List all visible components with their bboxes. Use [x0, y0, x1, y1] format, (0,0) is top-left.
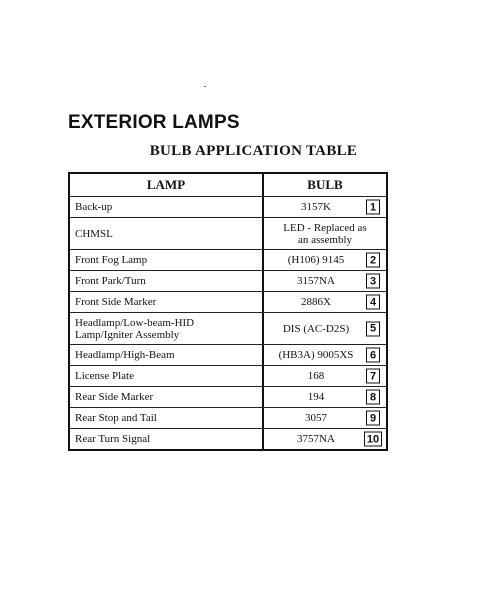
table-title: BULB APPLICATION TABLE: [149, 143, 358, 159]
reference-number-box: 4: [366, 295, 380, 310]
bulb-value: 168: [307, 370, 325, 382]
scan-speck: [204, 86, 206, 87]
bulb-cell: [264, 250, 386, 270]
lamp-cell: Back-up: [70, 197, 264, 217]
bulb-cell: [264, 408, 386, 428]
table-row: [70, 344, 386, 365]
table-row: [70, 386, 386, 407]
table-row: [70, 365, 386, 386]
lamp-cell: Rear Stop and Tail: [70, 408, 264, 428]
bulb-cell: [264, 429, 386, 449]
column-header-lamp: LAMP: [70, 174, 264, 196]
reference-number-box: 3: [366, 274, 380, 289]
bulb-cell: [264, 292, 386, 312]
bulb-cell: [264, 218, 386, 249]
bulb-value: 3757NA: [297, 433, 335, 445]
bulb-value: (H106) 9145: [287, 254, 345, 266]
reference-number-box: 7: [366, 369, 380, 384]
reference-number-box: 9: [366, 411, 380, 426]
bulb-cell: [264, 366, 386, 386]
bulb-cell: [264, 271, 386, 291]
lamp-cell: Rear Turn Signal: [70, 429, 264, 449]
reference-number-box: 6: [366, 348, 380, 363]
column-header-bulb: BULB: [307, 177, 343, 192]
bulb-value: LED - Replaced as an assembly: [283, 221, 367, 246]
reference-number-box: 8: [366, 390, 380, 405]
table-row: [70, 407, 386, 428]
bulb-value: 3157K: [301, 201, 331, 213]
reference-number-box: 2: [366, 253, 380, 268]
table-row: [70, 291, 386, 312]
reference-number-box: 1: [366, 200, 380, 215]
reference-number-box: 5: [366, 321, 380, 336]
lamp-cell: Headlamp/High-Beam: [70, 345, 264, 365]
lamp-cell: Front Side Marker: [70, 292, 264, 312]
lamp-cell: Front Fog Lamp: [70, 250, 264, 270]
lamp-cell: License Plate: [70, 366, 264, 386]
reference-number-box: 10: [364, 432, 382, 447]
bulb-cell: [264, 345, 386, 365]
table-row: [70, 249, 386, 270]
table-row: [70, 312, 386, 344]
bulb-value: 3057: [305, 412, 327, 424]
section-title: EXTERIOR LAMPS: [68, 112, 240, 133]
bulb-value: (HB3A) 9005XS: [278, 349, 354, 361]
table-row: [70, 217, 386, 249]
bulb-application-table: [68, 172, 388, 451]
table-row: [70, 270, 386, 291]
table-header-row: [70, 174, 386, 196]
lamp-cell: Rear Side Marker: [70, 387, 264, 407]
lamp-cell: CHMSL: [70, 218, 264, 249]
bulb-cell: [264, 313, 386, 344]
bulb-value: 194: [307, 391, 325, 403]
table-row: [70, 196, 386, 217]
bulb-value: 3157NA: [297, 275, 335, 287]
table-row: [70, 428, 386, 449]
bulb-cell: [264, 387, 386, 407]
lamp-cell: Front Park/Turn: [70, 271, 264, 291]
lamp-cell: Headlamp/Low-beam-HID Lamp/Igniter Assembly: [70, 313, 264, 344]
bulb-value: DIS (AC-D2S): [282, 322, 350, 335]
bulb-cell: [264, 197, 386, 217]
bulb-value: 2886X: [301, 296, 331, 308]
